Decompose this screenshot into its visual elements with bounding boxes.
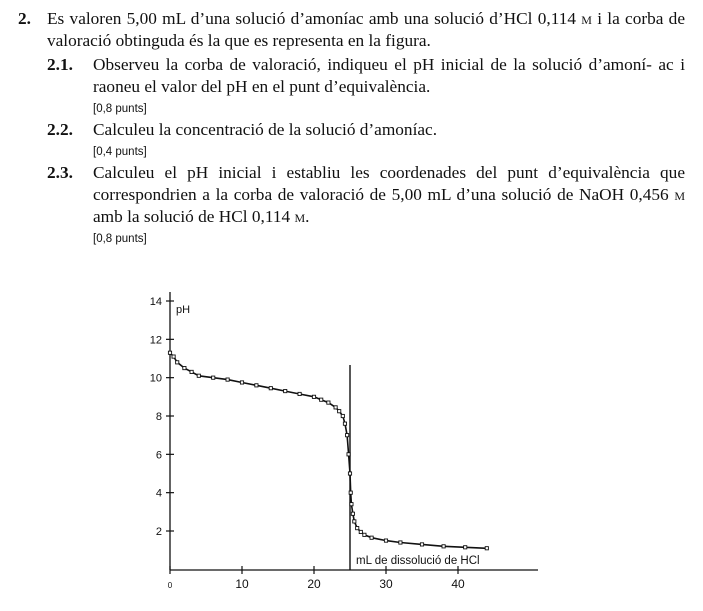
data-point: [190, 370, 193, 373]
data-point: [255, 384, 258, 387]
data-point: [343, 422, 346, 425]
part-number: 2.1.: [47, 55, 73, 74]
data-point: [240, 381, 243, 384]
chart-axes: [170, 292, 538, 570]
data-point: [350, 503, 353, 506]
data-point: [334, 406, 337, 409]
x-tick-label: 40: [451, 577, 465, 591]
data-point: [347, 453, 350, 456]
data-point: [269, 387, 272, 390]
part-points: [0,4 punts]: [93, 146, 147, 158]
part-number: 2.3.: [47, 163, 73, 182]
data-point: [420, 543, 423, 546]
titration-curve: [170, 353, 487, 549]
chart-series: [168, 351, 488, 570]
data-point: [356, 527, 359, 530]
data-point: [370, 536, 373, 539]
data-point: [341, 414, 344, 417]
data-point: [485, 547, 488, 550]
data-point: [384, 539, 387, 542]
data-point: [363, 533, 366, 536]
chart-labels: [176, 304, 480, 567]
data-point: [351, 512, 354, 515]
x-tick-label: 20: [307, 577, 321, 591]
chart-ticks: [150, 296, 465, 591]
data-point: [346, 434, 349, 437]
part-text: Calculeu la concentració de la solució d’amoníac.: [93, 120, 438, 139]
y-tick-label: 12: [149, 334, 162, 347]
y-tick-label: 8: [155, 411, 162, 423]
data-point: [464, 546, 467, 549]
data-point: [176, 361, 179, 364]
data-point: [168, 351, 171, 354]
part-number: 2.2.: [47, 120, 73, 139]
x-tick-label: 0: [167, 581, 173, 590]
data-point: [338, 410, 341, 413]
data-point: [442, 545, 445, 548]
data-point: [327, 401, 330, 404]
data-point: [298, 392, 301, 395]
x-tick-label: 30: [379, 577, 393, 591]
data-point: [320, 398, 323, 401]
x-axis-label: mL de dissolució de HCl: [356, 555, 480, 567]
question-number: 2.: [18, 9, 31, 28]
part-points: [0,8 punts]: [93, 233, 147, 245]
y-tick-label: 14: [149, 296, 162, 308]
data-point: [212, 376, 215, 379]
data-point: [226, 378, 229, 381]
data-point: [172, 355, 175, 358]
data-point: [197, 374, 200, 377]
data-point: [348, 472, 351, 475]
data-point: [353, 520, 356, 523]
x-tick-label: 10: [235, 577, 249, 591]
part-text: Calculeu el pH inicial i establiu les coordenades del punt d’equivalència que correspondrien a la corba de valoració de 5,00 mL d’una solució de NaOH 0,456 m amb la solució de HCl 0,114 m.: [93, 163, 685, 226]
y-tick-label: 6: [155, 449, 162, 462]
data-point: [183, 366, 186, 369]
question-intro-text: Es valoren 5,00 mL d’una solució d’amoníac amb una solució d’HCl 0,114 m i la corba de valoració obtinguda és la que es representa en la figura.: [47, 9, 685, 50]
data-point: [284, 389, 287, 392]
y-tick-label: 4: [155, 487, 162, 500]
y-tick-label: 2: [155, 526, 162, 538]
y-axis-label: pH: [176, 304, 191, 316]
y-tick-label: 10: [149, 372, 162, 385]
data-point: [399, 541, 402, 544]
part-text: Observeu la corba de valoració, indiqueu el pH inicial de la solució d’amoní- ac i raoneu el valor del pH en el punt d’equivalència.: [93, 55, 685, 96]
data-point: [312, 395, 315, 398]
data-point: [359, 530, 362, 533]
data-point: [349, 491, 352, 494]
part-points: [0,8 punts]: [93, 103, 147, 115]
